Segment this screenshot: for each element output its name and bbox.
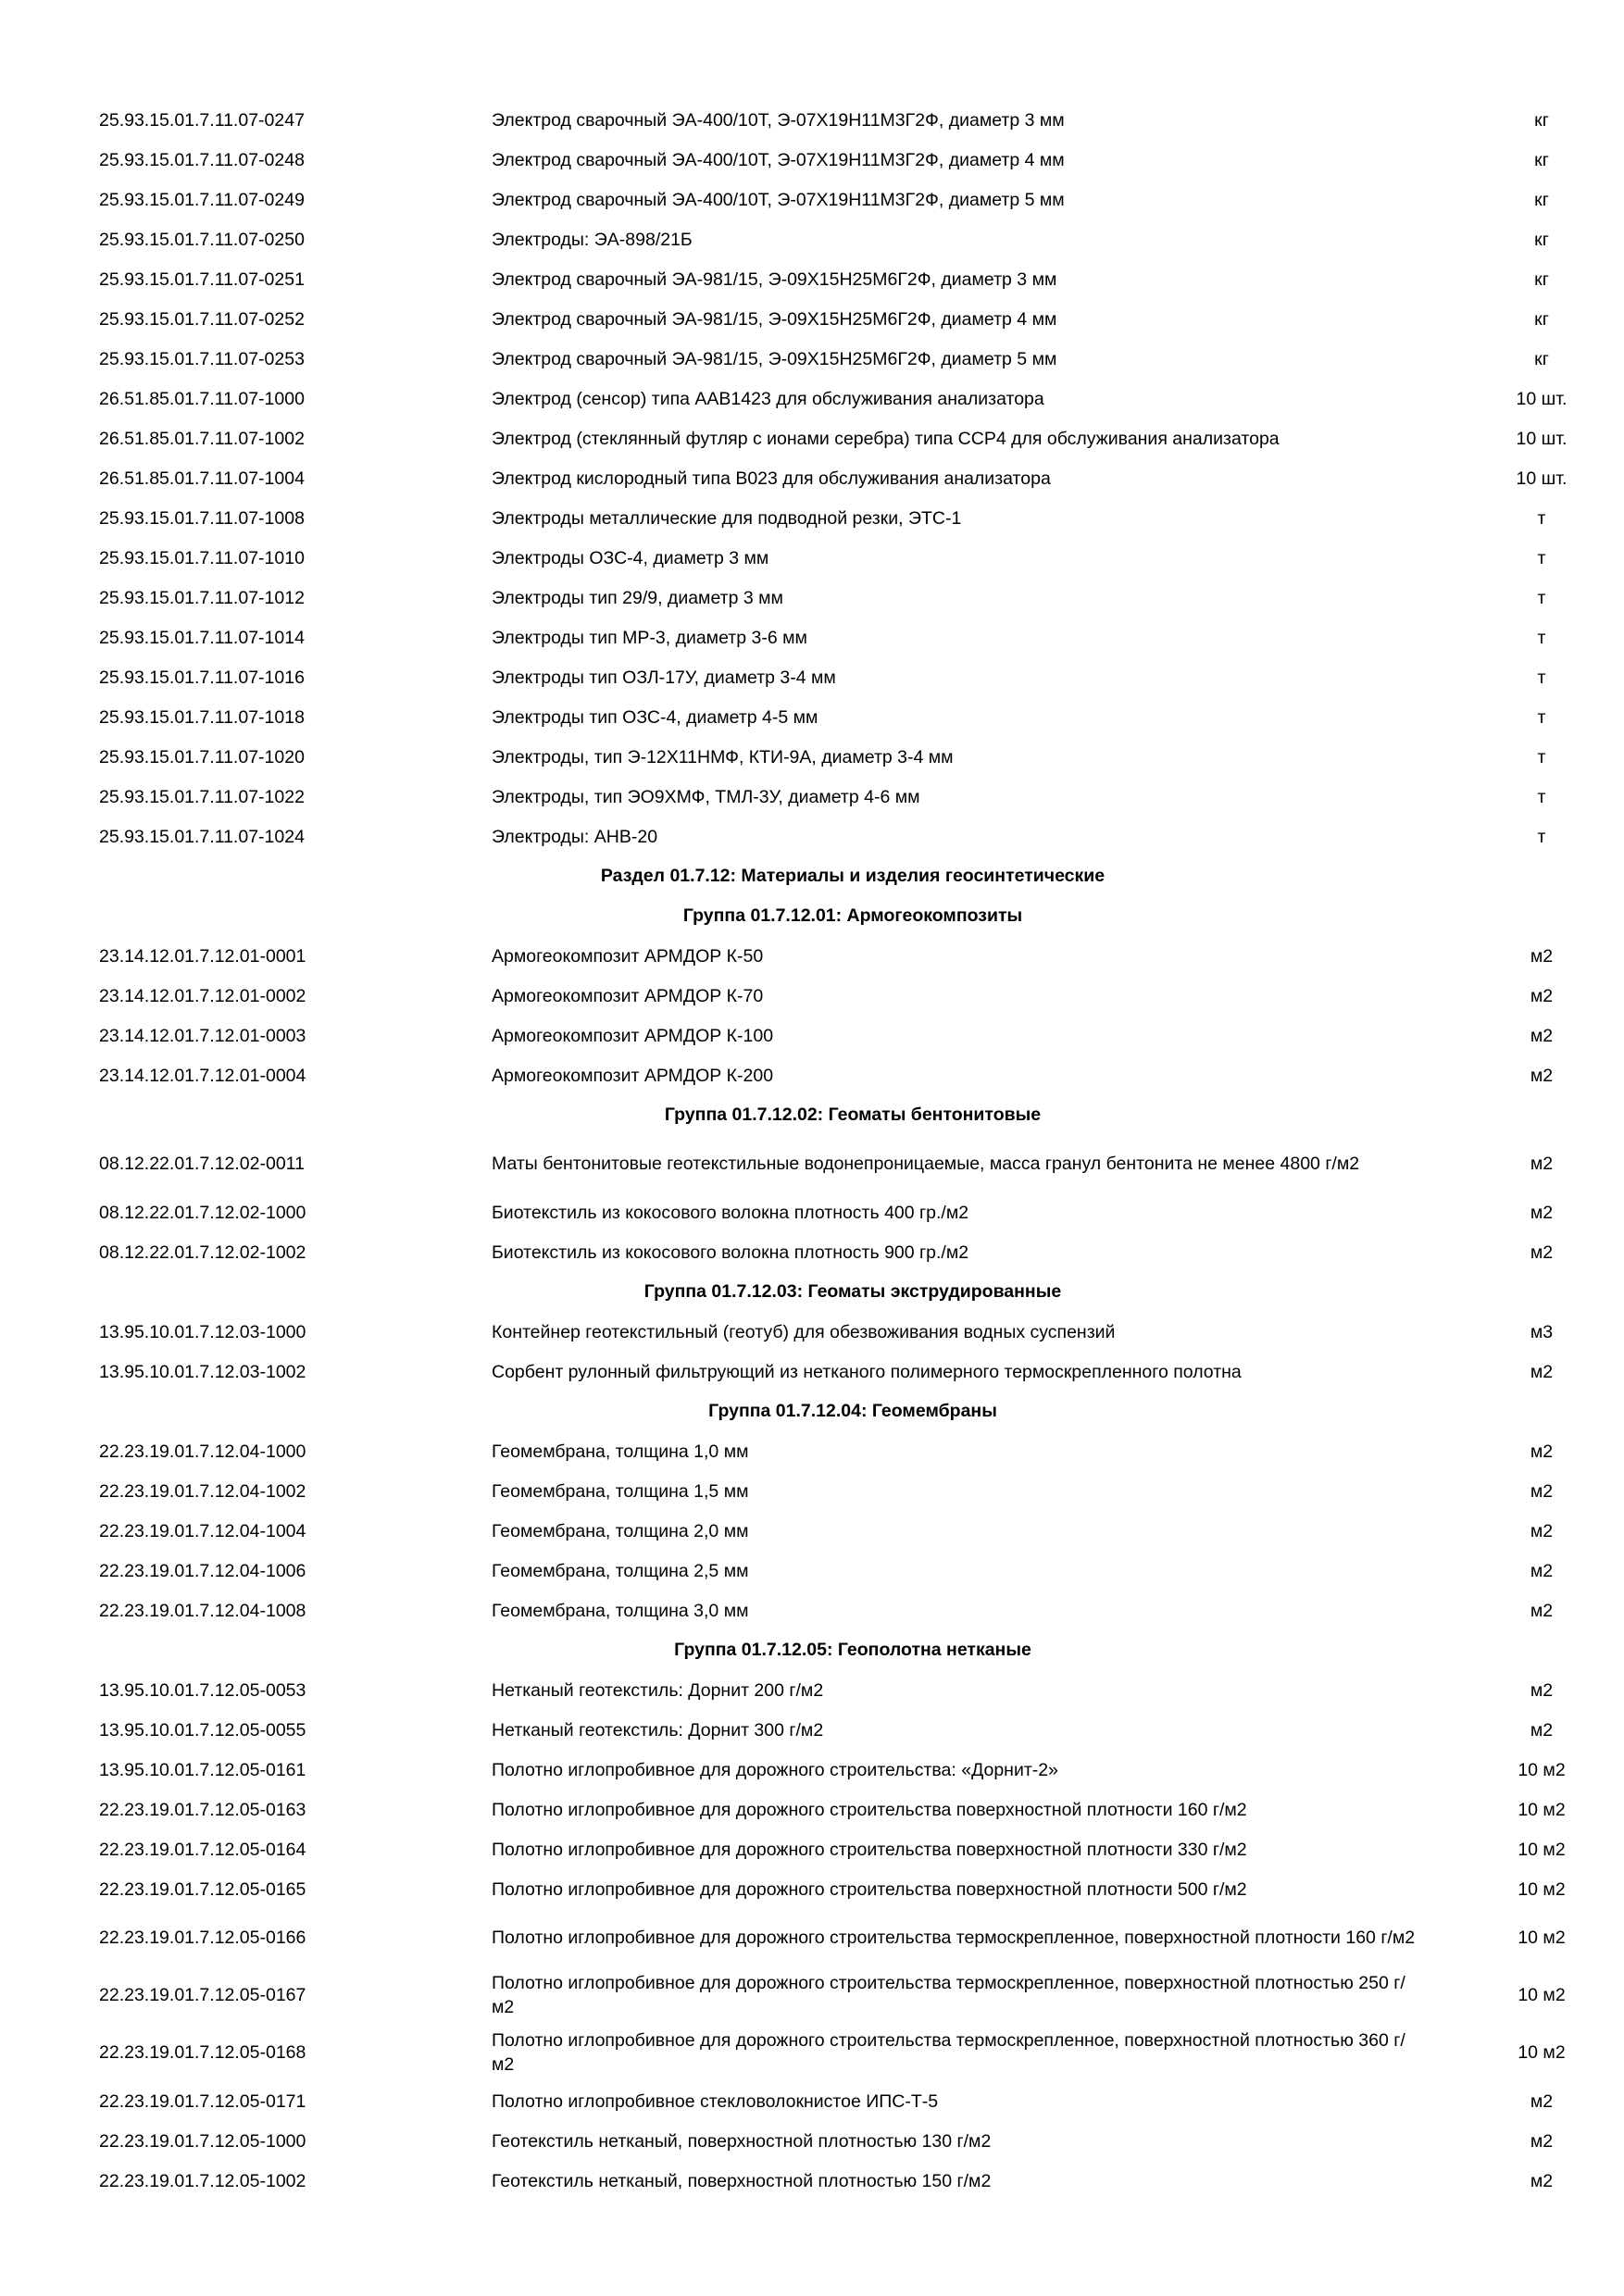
item-code: 26.51.85.01.7.11.07-1000 bbox=[99, 388, 305, 409]
table-row bbox=[0, 2121, 1624, 2161]
item-code: 22.23.19.01.7.12.04-1002 bbox=[99, 1480, 306, 1502]
item-code: 22.23.19.01.7.12.05-0166 bbox=[99, 1928, 306, 1948]
table-row bbox=[0, 180, 1624, 219]
item-name: Маты бентонитовые геотекстильные водонепроницаемые, масса гранул бентонита не менее 4800 г/м2 bbox=[492, 1154, 1360, 1174]
item-code: 25.93.15.01.7.11.07-1018 bbox=[99, 706, 305, 728]
item-code: 13.95.10.01.7.12.03-1002 bbox=[99, 1361, 306, 1382]
item-unit: м2 bbox=[1530, 2130, 1554, 2152]
item-unit: кг bbox=[1534, 308, 1549, 330]
item-name: Армогеокомпозит АРМДОР К-50 bbox=[492, 945, 764, 967]
item-code: 25.93.15.01.7.11.07-1012 bbox=[99, 587, 305, 608]
section-heading: Группа 01.7.12.01: Армогеокомпозиты bbox=[682, 905, 1023, 926]
item-name: Электрод кислородный типа B023 для обслуживания анализатора bbox=[492, 468, 1051, 489]
table-row bbox=[0, 1232, 1624, 1272]
item-unit: 10 шт. bbox=[1516, 388, 1568, 409]
item-name: Биотекстиль из кокосового волокна плотность 900 гр./м2 bbox=[492, 1242, 969, 1263]
table-row bbox=[0, 1750, 1624, 1790]
table-row bbox=[0, 379, 1624, 418]
item-unit: кг bbox=[1534, 149, 1549, 170]
item-code: 25.93.15.01.7.11.07-1010 bbox=[99, 547, 305, 568]
table-row bbox=[0, 498, 1624, 538]
item-name: Электроды ОЗС-4, диаметр 3 мм bbox=[492, 547, 769, 568]
item-code: 25.93.15.01.7.11.07-1014 bbox=[99, 627, 305, 648]
item-name: Полотно иглопробивное для дорожного строительства термоскрепленное, поверхностной плотностью 360 г/м2 bbox=[492, 2030, 1405, 2075]
item-unit: 10 м2 bbox=[1518, 1985, 1566, 2005]
item-unit: кг bbox=[1534, 109, 1549, 131]
item-name: Полотно иглопробивное стекловолокнистое ИПС-Т-5 bbox=[492, 2090, 939, 2112]
item-name: Электроды, тип ЭО9ХМФ, ТМЛ-3У, диаметр 4-6 мм bbox=[492, 786, 920, 807]
item-code: 13.95.10.01.7.12.05-0053 bbox=[99, 1679, 306, 1701]
item-code: 22.23.19.01.7.12.05-0165 bbox=[99, 1878, 306, 1900]
item-name: Армогеокомпозит АРМДОР К-70 bbox=[492, 985, 764, 1006]
table-row bbox=[0, 140, 1624, 180]
table-row bbox=[0, 1431, 1624, 1471]
table-row bbox=[0, 418, 1624, 458]
item-name: Геомембрана, толщина 3,0 мм bbox=[492, 1600, 749, 1621]
item-code: 22.23.19.01.7.12.05-0163 bbox=[99, 1799, 306, 1820]
item-name: Полотно иглопробивное для дорожного строительства поверхностной плотности 160 г/м2 bbox=[492, 1799, 1247, 1820]
section-heading: Группа 01.7.12.03: Геоматы экструдированные bbox=[643, 1281, 1062, 1302]
item-code: 22.23.19.01.7.12.04-1000 bbox=[99, 1441, 306, 1462]
item-name: Электрод сварочный ЭА-400/10Т, Э-07Х19Н11М3Г2Ф, диаметр 3 мм bbox=[492, 109, 1065, 131]
item-unit: т bbox=[1537, 826, 1546, 847]
item-unit: м2 bbox=[1530, 2170, 1554, 2191]
item-unit: т bbox=[1537, 547, 1546, 568]
item-code: 13.95.10.01.7.12.03-1000 bbox=[99, 1321, 306, 1342]
item-unit: 10 м2 bbox=[1518, 2042, 1566, 2063]
item-unit: м2 bbox=[1530, 1520, 1554, 1541]
item-unit: 10 м2 bbox=[1518, 1759, 1566, 1780]
item-unit: м2 bbox=[1530, 2090, 1554, 2112]
item-unit: т bbox=[1537, 786, 1546, 807]
item-name: Электрод (сенсор) типа AAB1423 для обслуживания анализатора bbox=[492, 388, 1044, 409]
item-code: 13.95.10.01.7.12.05-0055 bbox=[99, 1719, 306, 1741]
item-unit: м2 bbox=[1530, 1480, 1554, 1502]
item-name: Геотекстиль нетканый, поверхностной плотностью 150 г/м2 bbox=[492, 2170, 992, 2191]
item-name: Армогеокомпозит АРМДОР К-200 bbox=[492, 1065, 774, 1086]
item-unit: 10 м2 bbox=[1518, 1878, 1566, 1900]
table-row bbox=[0, 538, 1624, 578]
table-row bbox=[0, 697, 1624, 737]
table-row bbox=[0, 1670, 1624, 1710]
item-unit: т bbox=[1537, 587, 1546, 608]
item-code: 22.23.19.01.7.12.05-1002 bbox=[99, 2170, 306, 2191]
item-name: Электрод сварочный ЭА-400/10Т, Э-07Х19Н11М3Г2Ф, диаметр 4 мм bbox=[492, 149, 1065, 170]
item-name: Электроды, тип Э-12Х11НМФ, КТИ-9А, диаметр 3-4 мм bbox=[492, 746, 954, 767]
item-name: Биотекстиль из кокосового волокна плотность 400 гр./м2 bbox=[492, 1202, 969, 1223]
item-name: Полотно иглопробивное для дорожного строительства термоскрепленное, поверхностной плотности 160 г/м2 bbox=[492, 1928, 1416, 1948]
table-row bbox=[0, 219, 1624, 259]
item-name: Электрод сварочный ЭА-981/15, Э-09Х15Н25М6Г2Ф, диаметр 3 мм bbox=[492, 268, 1057, 290]
item-code: 22.23.19.01.7.12.05-0164 bbox=[99, 1839, 306, 1860]
table-row bbox=[0, 1016, 1624, 1055]
table-row bbox=[0, 737, 1624, 777]
item-code: 22.23.19.01.7.12.05-1000 bbox=[99, 2130, 306, 2152]
table-row bbox=[0, 1710, 1624, 1750]
table-row bbox=[0, 1591, 1624, 1630]
item-unit: м2 bbox=[1530, 1154, 1554, 1174]
table-row bbox=[0, 299, 1624, 339]
table-row bbox=[0, 1790, 1624, 1829]
item-name: Электрод (стеклянный футляр с ионами серебра) типа CCP4 для обслуживания анализатора bbox=[492, 428, 1280, 449]
item-code: 08.12.22.01.7.12.02-1000 bbox=[99, 1202, 306, 1223]
table-row bbox=[0, 1966, 1624, 2024]
table-row bbox=[0, 1829, 1624, 1869]
section-heading: Группа 01.7.12.04: Геомембраны bbox=[708, 1401, 997, 1421]
section-heading: Раздел 01.7.12: Материалы и изделия геосинтетические bbox=[600, 866, 1106, 886]
item-name: Геомембрана, толщина 1,5 мм bbox=[492, 1480, 749, 1502]
item-unit: м2 bbox=[1530, 1025, 1554, 1046]
item-code: 22.23.19.01.7.12.04-1008 bbox=[99, 1600, 306, 1621]
item-name: Полотно иглопробивное для дорожного строительства поверхностной плотности 500 г/м2 bbox=[492, 1878, 1247, 1900]
item-code: 22.23.19.01.7.12.05-0168 bbox=[99, 2042, 306, 2063]
item-name: Геомембрана, толщина 2,5 мм bbox=[492, 1560, 749, 1581]
price-list-table bbox=[0, 100, 1624, 2201]
item-code: 08.12.22.01.7.12.02-0011 bbox=[99, 1154, 305, 1174]
item-code: 26.51.85.01.7.11.07-1002 bbox=[99, 428, 305, 449]
item-code: 22.23.19.01.7.12.04-1006 bbox=[99, 1560, 306, 1581]
item-name: Армогеокомпозит АРМДОР К-100 bbox=[492, 1025, 774, 1046]
table-row bbox=[0, 657, 1624, 697]
item-unit: кг bbox=[1534, 189, 1549, 210]
item-unit: м2 bbox=[1530, 985, 1554, 1006]
item-code: 25.93.15.01.7.11.07-1020 bbox=[99, 746, 305, 767]
item-unit: м2 bbox=[1530, 1202, 1554, 1223]
item-name: Электрод сварочный ЭА-400/10Т, Э-07Х19Н11М3Г2Ф, диаметр 5 мм bbox=[492, 189, 1065, 210]
item-unit: 10 м2 bbox=[1518, 1799, 1566, 1820]
item-name: Электроды: АНВ-20 bbox=[492, 826, 658, 847]
item-unit: м2 bbox=[1530, 1242, 1554, 1263]
item-code: 25.93.15.01.7.11.07-0253 bbox=[99, 348, 305, 369]
item-unit: т bbox=[1537, 746, 1546, 767]
item-code: 22.23.19.01.7.12.04-1004 bbox=[99, 1520, 306, 1541]
table-row bbox=[0, 1869, 1624, 1909]
table-row bbox=[0, 2161, 1624, 2201]
item-name: Электроды тип МР-3, диаметр 3-6 мм bbox=[492, 627, 807, 648]
item-code: 25.93.15.01.7.11.07-0249 bbox=[99, 189, 305, 210]
item-code: 23.14.12.01.7.12.01-0002 bbox=[99, 985, 306, 1006]
item-name: Электроды тип 29/9, диаметр 3 мм bbox=[492, 587, 783, 608]
item-unit: т bbox=[1537, 627, 1546, 648]
item-code: 25.93.15.01.7.11.07-0251 bbox=[99, 268, 305, 290]
item-unit: м2 bbox=[1530, 945, 1554, 967]
item-name: Полотно иглопробивное для дорожного строительства: «Дорнит-2» bbox=[492, 1759, 1058, 1780]
item-unit: кг bbox=[1534, 348, 1549, 369]
item-code: 26.51.85.01.7.11.07-1004 bbox=[99, 468, 305, 489]
item-code: 23.14.12.01.7.12.01-0003 bbox=[99, 1025, 306, 1046]
item-unit: м2 bbox=[1530, 1560, 1554, 1581]
item-code: 23.14.12.01.7.12.01-0004 bbox=[99, 1065, 306, 1086]
item-code: 25.93.15.01.7.11.07-1016 bbox=[99, 667, 305, 688]
item-code: 22.23.19.01.7.12.05-0171 bbox=[99, 2090, 306, 2112]
item-code: 25.93.15.01.7.11.07-0247 bbox=[99, 109, 305, 131]
item-code: 13.95.10.01.7.12.05-0161 bbox=[99, 1759, 306, 1780]
table-row bbox=[0, 1471, 1624, 1511]
table-row bbox=[0, 817, 1624, 856]
item-unit: т bbox=[1537, 507, 1546, 529]
item-code: 25.93.15.01.7.11.07-1024 bbox=[99, 826, 305, 847]
item-name: Электроды тип ОЗЛ-17У, диаметр 3-4 мм bbox=[492, 667, 836, 688]
item-name: Электрод сварочный ЭА-981/15, Э-09Х15Н25М6Г2Ф, диаметр 4 мм bbox=[492, 308, 1057, 330]
table-row bbox=[0, 1511, 1624, 1551]
item-unit: м2 bbox=[1530, 1719, 1554, 1741]
item-name: Геомембрана, толщина 2,0 мм bbox=[492, 1520, 749, 1541]
item-name: Нетканый геотекстиль: Дорнит 200 г/м2 bbox=[492, 1679, 824, 1701]
item-name: Электрод сварочный ЭА-981/15, Э-09Х15Н25М6Г2Ф, диаметр 5 мм bbox=[492, 348, 1057, 369]
item-code: 25.93.15.01.7.11.07-0250 bbox=[99, 229, 305, 250]
item-code: 08.12.22.01.7.12.02-1002 bbox=[99, 1242, 306, 1263]
item-unit: м2 bbox=[1530, 1441, 1554, 1462]
section-heading: Группа 01.7.12.02: Геоматы бентонитовые bbox=[664, 1104, 1042, 1125]
item-name: Полотно иглопробивное для дорожного строительства термоскрепленное, поверхностной плотностью 250 г/м2 bbox=[492, 1973, 1405, 2017]
table-row bbox=[0, 2081, 1624, 2121]
item-code: 22.23.19.01.7.12.05-0167 bbox=[99, 1985, 306, 2005]
table-row bbox=[0, 618, 1624, 657]
table-row bbox=[0, 259, 1624, 299]
table-row bbox=[0, 1192, 1624, 1232]
item-unit: 10 м2 bbox=[1518, 1839, 1566, 1860]
item-unit: м2 bbox=[1530, 1600, 1554, 1621]
item-code: 25.93.15.01.7.11.07-1008 bbox=[99, 507, 305, 529]
table-row bbox=[0, 976, 1624, 1016]
table-row bbox=[0, 1135, 1624, 1192]
item-code: 23.14.12.01.7.12.01-0001 bbox=[99, 945, 306, 967]
item-unit: т bbox=[1537, 706, 1546, 728]
item-unit: кг bbox=[1534, 268, 1549, 290]
table-row bbox=[0, 1312, 1624, 1352]
item-name: Электроды тип ОЗС-4, диаметр 4-5 мм bbox=[492, 706, 818, 728]
table-row bbox=[0, 1551, 1624, 1591]
table-row bbox=[0, 578, 1624, 618]
item-unit: т bbox=[1537, 667, 1546, 688]
table-row bbox=[0, 100, 1624, 140]
item-name: Геотекстиль нетканый, поверхностной плотностью 130 г/м2 bbox=[492, 2130, 992, 2152]
item-unit: м2 bbox=[1530, 1065, 1554, 1086]
table-row bbox=[0, 1352, 1624, 1391]
item-unit: м2 bbox=[1530, 1361, 1554, 1382]
table-row bbox=[0, 458, 1624, 498]
table-row bbox=[0, 339, 1624, 379]
item-name: Контейнер геотекстильный (геотуб) для обезвоживания водных суспензий bbox=[492, 1321, 1116, 1342]
item-code: 25.93.15.01.7.11.07-0248 bbox=[99, 149, 305, 170]
item-code: 25.93.15.01.7.11.07-1022 bbox=[99, 786, 305, 807]
item-unit: кг bbox=[1534, 229, 1549, 250]
table-row bbox=[0, 2024, 1624, 2081]
item-name: Электроды металлические для подводной резки, ЭТС-1 bbox=[492, 507, 962, 529]
item-name: Сорбент рулонный фильтрующий из нетканого полимерного термоскрепленного полотна bbox=[492, 1361, 1242, 1382]
table-row bbox=[0, 1909, 1624, 1966]
table-row bbox=[0, 1055, 1624, 1095]
item-unit: 10 шт. bbox=[1516, 428, 1568, 449]
item-name: Электроды: ЭА-898/21Б bbox=[492, 229, 693, 250]
item-unit: 10 м2 bbox=[1518, 1928, 1566, 1948]
table-row bbox=[0, 777, 1624, 817]
item-code: 25.93.15.01.7.11.07-0252 bbox=[99, 308, 305, 330]
item-name: Геомембрана, толщина 1,0 мм bbox=[492, 1441, 749, 1462]
item-unit: м3 bbox=[1530, 1321, 1554, 1342]
item-unit: м2 bbox=[1530, 1679, 1554, 1701]
section-heading: Группа 01.7.12.05: Геополотна нетканые bbox=[674, 1640, 1031, 1660]
item-name: Полотно иглопробивное для дорожного строительства поверхностной плотности 330 г/м2 bbox=[492, 1839, 1247, 1860]
item-unit: 10 шт. bbox=[1516, 468, 1568, 489]
table-row bbox=[0, 936, 1624, 976]
item-name: Нетканый геотекстиль: Дорнит 300 г/м2 bbox=[492, 1719, 824, 1741]
